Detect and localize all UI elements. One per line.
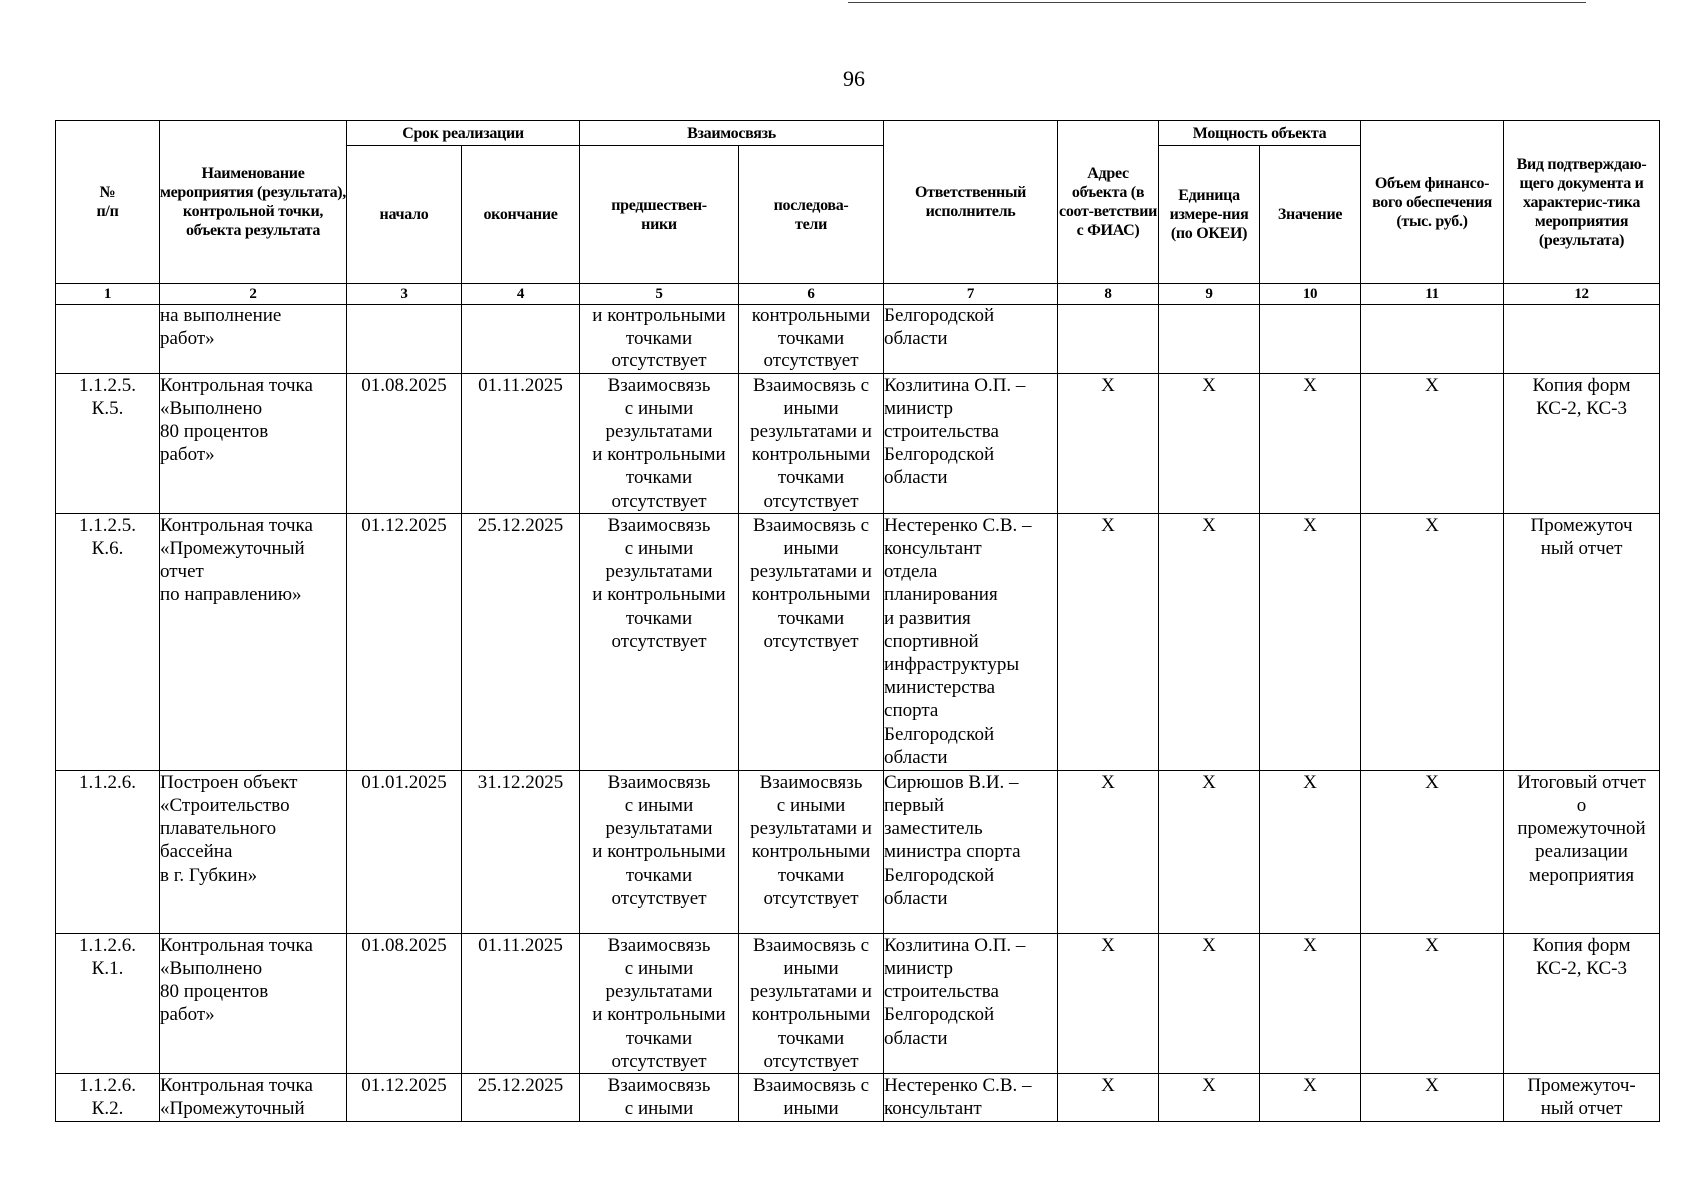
cell-funding (1361, 305, 1504, 374)
table-row (56, 770, 1660, 933)
cell-start: 01.08.2025 (347, 373, 462, 513)
header-name: Наименование мероприятия (результата), контрольной точки, объекта результата (160, 121, 347, 284)
cell-doc-type (1504, 305, 1660, 374)
cell-num (56, 305, 160, 374)
header-start: начало (347, 146, 462, 284)
cell-end: 31.12.2025 (462, 770, 580, 933)
cell-value: X (1260, 933, 1361, 1073)
cell-num: 1.1.2.5. К.6. (56, 513, 160, 770)
cell-start: 01.01.2025 (347, 770, 462, 933)
cell-address: X (1058, 933, 1159, 1073)
cell-funding: X (1361, 513, 1504, 770)
cell-value: X (1260, 770, 1361, 933)
cell-responsible: Сирюшов В.И. – первый заместитель министра спорта Белгородской области (884, 770, 1058, 933)
cell-successors: Взаимосвязь с иными результатами и контрольными точками отсутствует (739, 513, 884, 770)
cell-doc-type: Промежуточ- ный отчет (1504, 1073, 1660, 1121)
column-number: 11 (1361, 284, 1504, 305)
cell-responsible: Козлитина О.П. – министр строительства Белгородской области (884, 373, 1058, 513)
cell-end: 01.11.2025 (462, 373, 580, 513)
header-predecessors: предшествен- ники (580, 146, 739, 284)
cell-name: Контрольная точка «Выполнено 80 процентов работ» (160, 933, 347, 1073)
table-row (56, 1073, 1660, 1121)
cell-funding: X (1361, 770, 1504, 933)
cell-start: 01.12.2025 (347, 513, 462, 770)
header-capacity: Мощность объекта (1159, 121, 1361, 146)
cell-predecessors: Взаимосвязь с иными результатами и контрольными точками отсутствует (580, 770, 739, 933)
cell-unit: X (1159, 373, 1260, 513)
cell-predecessors: Взаимосвязь с иными результатами и контрольными точками отсутствует (580, 373, 739, 513)
cell-address: X (1058, 1073, 1159, 1121)
cell-unit: X (1159, 513, 1260, 770)
cell-name: Контрольная точка «Промежуточный (160, 1073, 347, 1121)
cell-responsible: Нестеренко С.В. – консультант отдела планирования и развития спортивной инфраструктуры министерства спорта Белгородской области (884, 513, 1058, 770)
cell-address: X (1058, 513, 1159, 770)
cell-responsible: Нестеренко С.В. – консультант (884, 1073, 1058, 1121)
cell-funding: X (1361, 933, 1504, 1073)
header-value: Значение (1260, 146, 1361, 284)
measures-table (55, 120, 1660, 1122)
table-row (56, 373, 1660, 513)
cell-doc-type: Копия форм КС-2, КС-3 (1504, 933, 1660, 1073)
cell-responsible: Козлитина О.П. – министр строительства Белгородской области (884, 933, 1058, 1073)
cell-doc-type: Копия форм КС-2, КС-3 (1504, 373, 1660, 513)
cell-end: 25.12.2025 (462, 513, 580, 770)
cell-value: X (1260, 1073, 1361, 1121)
column-number: 1 (56, 284, 160, 305)
cell-responsible: Белгородской области (884, 305, 1058, 374)
header-end: окончание (462, 146, 580, 284)
column-number: 7 (884, 284, 1058, 305)
cell-unit: X (1159, 933, 1260, 1073)
cell-name: Построен объект «Строительство плавательного бассейна в г. Губкин» (160, 770, 347, 933)
header-num: № п/п (56, 121, 160, 284)
header-responsible: Ответственный исполнитель (884, 121, 1058, 284)
column-number: 9 (1159, 284, 1260, 305)
column-number: 2 (160, 284, 347, 305)
page-number: 96 (843, 66, 865, 91)
cell-num: 1.1.2.5. К.5. (56, 373, 160, 513)
header-link: Взаимосвязь (580, 121, 884, 146)
table-row (56, 933, 1660, 1073)
cell-num: 1.1.2.6. К.2. (56, 1073, 160, 1121)
cell-unit: X (1159, 770, 1260, 933)
header-period: Срок реализации (347, 121, 580, 146)
header-unit: Единица измере-ния (по ОКЕИ) (1159, 146, 1260, 284)
cell-predecessors: Взаимосвязь с иными результатами и контрольными точками отсутствует (580, 933, 739, 1073)
cell-name: Контрольная точка «Промежуточный отчет по направлению» (160, 513, 347, 770)
header-doc-type: Вид подтверждаю-щего документа и характерис-тика мероприятия (результата) (1504, 121, 1660, 284)
cell-value: X (1260, 513, 1361, 770)
column-number: 3 (347, 284, 462, 305)
header-funding: Объем финансо-вого обеспечения (тыс. руб.) (1361, 121, 1504, 284)
cell-predecessors: Взаимосвязь с иными (580, 1073, 739, 1121)
column-number: 6 (739, 284, 884, 305)
cell-unit (1159, 305, 1260, 374)
column-number: 4 (462, 284, 580, 305)
top-rule (848, 2, 1586, 3)
cell-start: 01.08.2025 (347, 933, 462, 1073)
cell-value (1260, 305, 1361, 374)
cell-predecessors: Взаимосвязь с иными результатами и контрольными точками отсутствует (580, 513, 739, 770)
cell-start (347, 305, 462, 374)
table-row (56, 305, 1660, 374)
column-number: 8 (1058, 284, 1159, 305)
cell-name: на выполнение работ» (160, 305, 347, 374)
cell-address: X (1058, 770, 1159, 933)
column-number: 10 (1260, 284, 1361, 305)
cell-funding: X (1361, 1073, 1504, 1121)
cell-address: X (1058, 373, 1159, 513)
cell-successors: Взаимосвязь с иными результатами и контрольными точками отсутствует (739, 373, 884, 513)
cell-num: 1.1.2.6. (56, 770, 160, 933)
cell-end (462, 305, 580, 374)
cell-start: 01.12.2025 (347, 1073, 462, 1121)
cell-unit: X (1159, 1073, 1260, 1121)
header-successors: последова- тели (739, 146, 884, 284)
cell-successors: контрольными точками отсутствует (739, 305, 884, 374)
column-number: 12 (1504, 284, 1660, 305)
table-row (56, 513, 1660, 770)
cell-funding: X (1361, 373, 1504, 513)
cell-doc-type: Итоговый отчет о промежуточной реализации мероприятия (1504, 770, 1660, 933)
cell-successors: Взаимосвязь с иными результатами и контрольными точками отсутствует (739, 770, 884, 933)
cell-value: X (1260, 373, 1361, 513)
cell-end: 01.11.2025 (462, 933, 580, 1073)
cell-predecessors: и контрольными точками отсутствует (580, 305, 739, 374)
cell-doc-type: Промежуточ ный отчет (1504, 513, 1660, 770)
cell-num: 1.1.2.6. К.1. (56, 933, 160, 1073)
cell-end: 25.12.2025 (462, 1073, 580, 1121)
column-number: 5 (580, 284, 739, 305)
header-address: Адрес объекта (в соот-ветствии с ФИАС) (1058, 121, 1159, 284)
cell-successors: Взаимосвязь с иными (739, 1073, 884, 1121)
cell-successors: Взаимосвязь с иными результатами и контрольными точками отсутствует (739, 933, 884, 1073)
cell-address (1058, 305, 1159, 374)
cell-name: Контрольная точка «Выполнено 80 процентов работ» (160, 373, 347, 513)
